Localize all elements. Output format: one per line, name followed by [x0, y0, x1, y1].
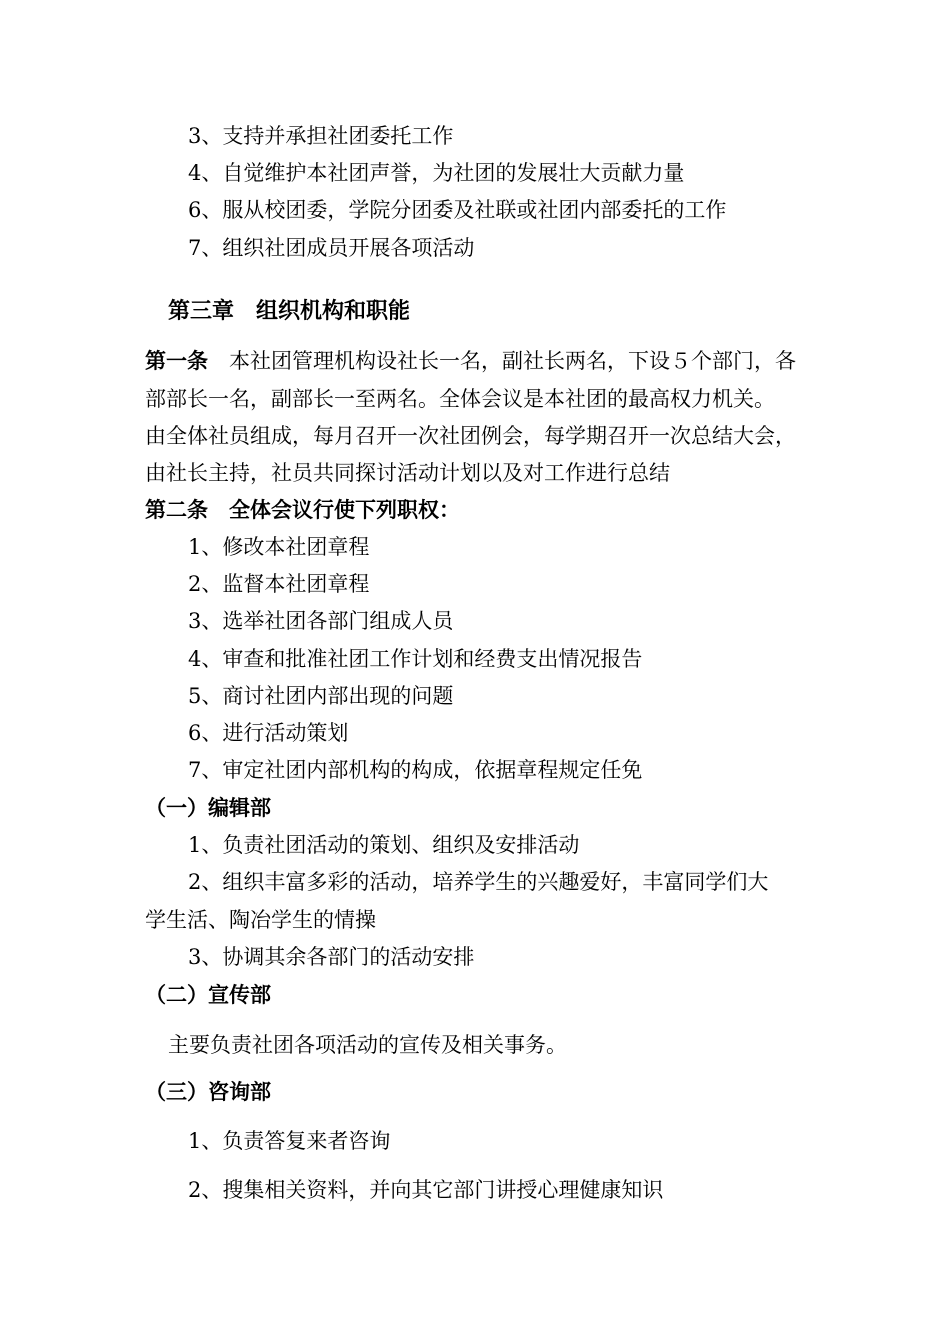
list-item-continuation: 学生活、陶冶学生的情操 — [145, 908, 376, 932]
list-item: 3、选举社团各部门组成人员 — [188, 609, 454, 633]
section-text: 主要负责社团各项活动的宣传及相关事务。 — [168, 1033, 567, 1057]
list-item: 4、审查和批准社团工作计划和经费支出情况报告 — [188, 647, 643, 671]
list-item: 7、组织社团成员开展各项活动 — [188, 236, 475, 260]
list-item: 1、修改本社团章程 — [188, 535, 370, 559]
chapter-title: 第三章 组织机构和职能 — [168, 299, 411, 324]
article-2-title: 全体会议行使下列职权： — [229, 498, 460, 522]
list-item: 4、自觉维护本社团声誉，为社团的发展壮大贡献力量 — [188, 161, 685, 185]
article-2-label: 第二条 — [145, 498, 208, 522]
list-item: 3、支持并承担社团委托工作 — [188, 124, 454, 148]
article-1-line: 部部长一名，副部长一至两名。全体会议是本社团的最高权力机关。 — [145, 387, 775, 411]
section-title-editorial: （一）编辑部 — [145, 796, 271, 820]
list-item: 1、负责社团活动的策划、组织及安排活动 — [188, 833, 580, 857]
article-1-text: 本社团管理机构设社长一名，副社长两名，下设５个部门，各 — [229, 349, 796, 373]
list-item: 2、监督本社团章程 — [188, 572, 370, 596]
list-item: 3、协调其余各部门的活动安排 — [188, 945, 475, 969]
list-item: 2、组织丰富多彩的活动，培养学生的兴趣爱好，丰富同学们大 — [188, 870, 769, 894]
section-title-publicity: （二）宣传部 — [145, 983, 271, 1007]
list-item: 1、负责答复来者咨询 — [188, 1129, 391, 1153]
article-2-heading — [145, 495, 460, 525]
list-item: 6、进行活动策划 — [188, 721, 349, 745]
list-item: 7、审定社团内部机构的构成，依据章程规定任免 — [188, 758, 643, 782]
list-item: 2、搜集相关资料，并向其它部门讲授心理健康知识 — [188, 1178, 664, 1202]
article-1-line: 由社长主持，社员共同探讨活动计划以及对工作进行总结 — [145, 461, 670, 485]
article-1-label: 第一条 — [145, 349, 208, 373]
section-title-consulting: （三）咨询部 — [145, 1080, 271, 1104]
list-item: 6、服从校团委，学院分团委及社联或社团内部委托的工作 — [188, 198, 727, 222]
article-1-line — [145, 346, 796, 376]
article-1-line: 由全体社员组成，每月召开一次社团例会，每学期召开一次总结大会， — [145, 424, 796, 448]
list-item: 5、商讨社团内部出现的问题 — [188, 684, 454, 708]
